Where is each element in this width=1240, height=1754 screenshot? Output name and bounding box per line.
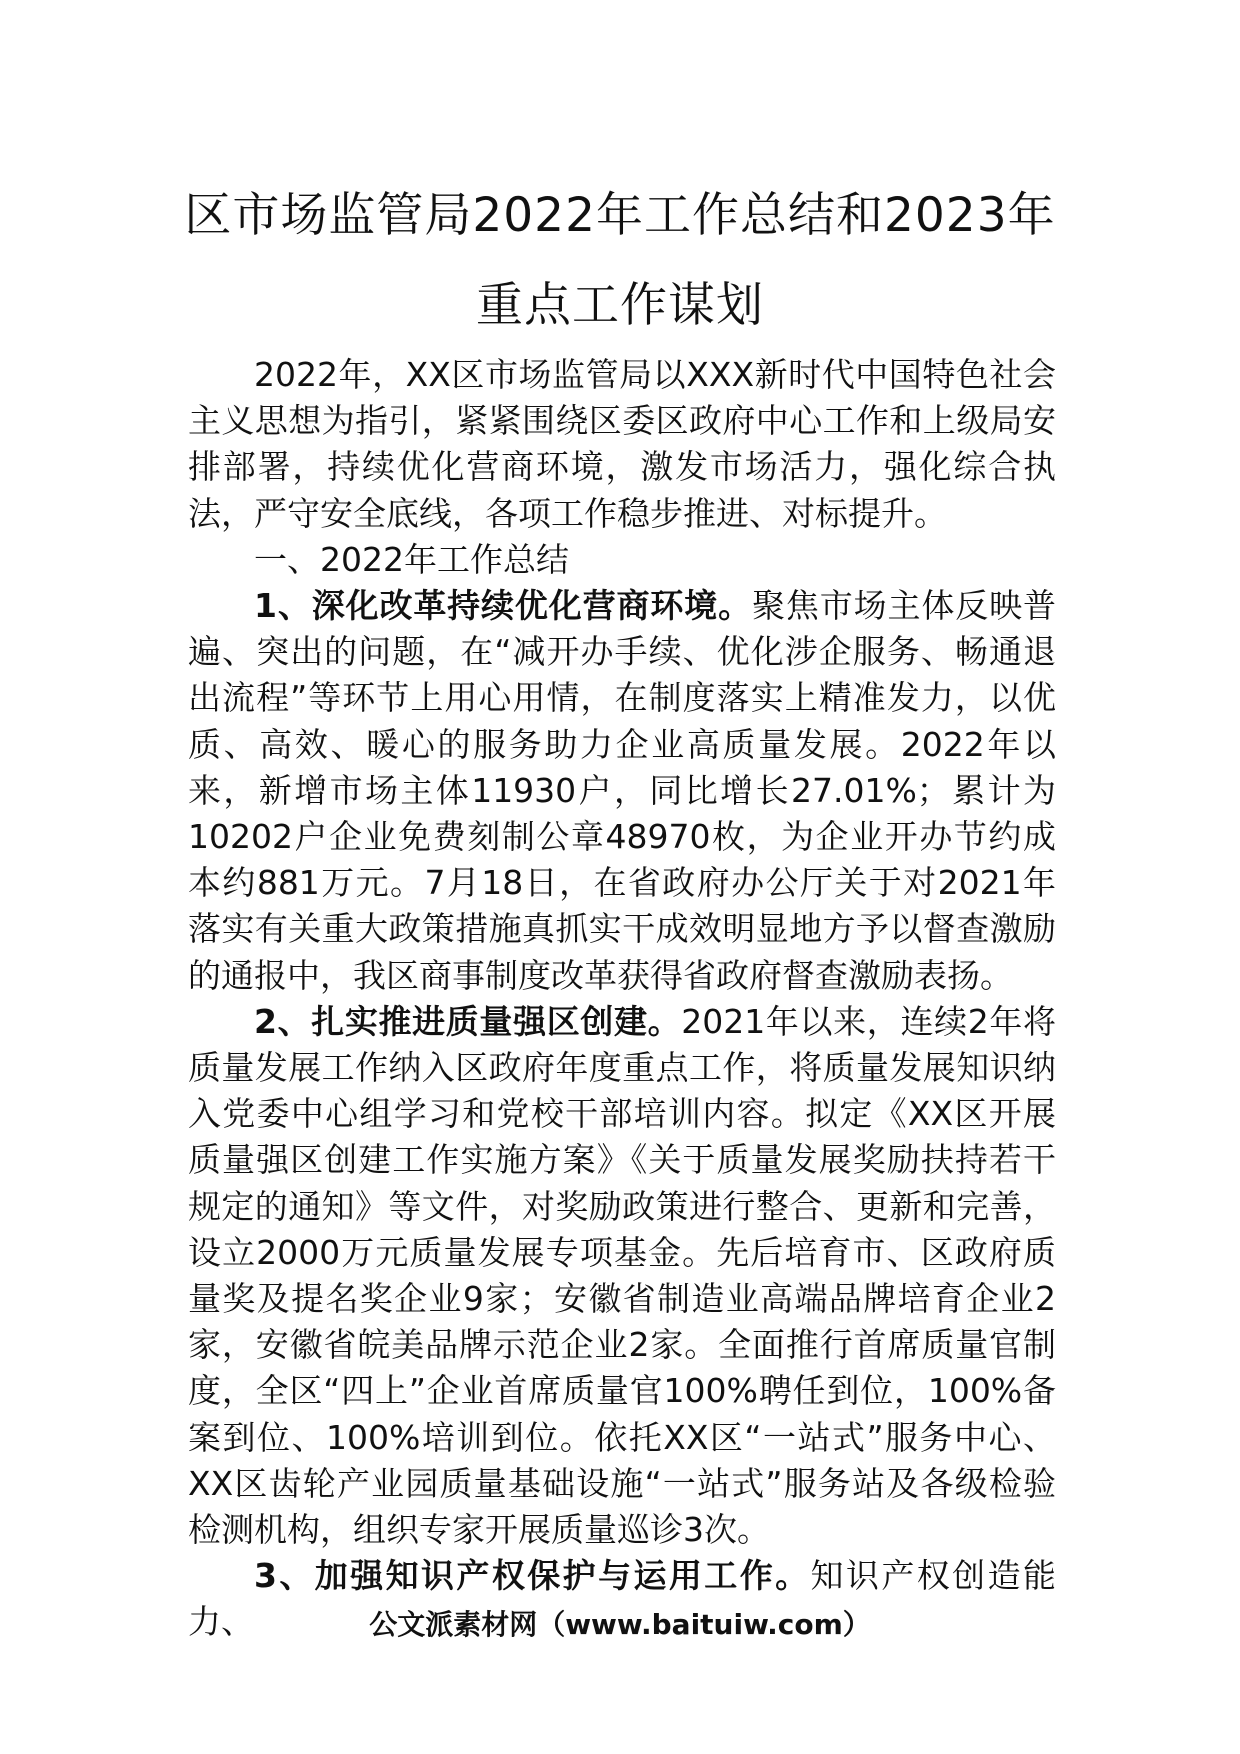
section-heading: 一、2022年工作总结 [254,539,569,579]
document-title-line-2: 重点工作谋划 [476,278,764,333]
document-title-line-1: 区市场监管局2022年工作总结和2023年 [184,188,1056,243]
item-text-2: 2021年以来，连续2年将质量发展工作纳入区政府年度重点工作，将质量发展知识纳入党委中心组学习和党校干部培训内容。拟定《XX区开展质量强区创建工作实施方案》《关于质量发展奖励扶持若干规定的通知》等文件，对奖励政策进行整合、更新和完善，设立2000万元质量发展专项基金。先后培育市、区政府质量奖及提名奖企业9家；安徽省制造业高端品牌培育企业2家，安徽省皖美品牌示范企业2家。全面推行首席质量官制度，全区“四上”企业首席质量官100%聘任到位，100%备案到位、100%培训到位。依托XX区“一站式”服务中心、XX区齿轮产业园质量基础设施“一站式”服务站及各级检验检测机构，组织专家开展质量巡诊3次。 [188,1001,1056,1550]
item-text-1: 聚焦市场主体反映普遍、突出的问题，在“减开办手续、优化涉企服务、畅通退出流程”等环节上用心用情，在制度落实上精准发力，以优质、高效、暖心的服务助力企业高质量发展。2022年以来，新增市场主体11930户，同比增长27.01%；累计为10202户企业免费刻制公章48970枚，为企业开办节约成本约881万元。7月18日，在省政府办公厅关于对2021年落实有关重大政策措施真抓实干成效明显地方予以督查激励的通报中，我区商事制度改革获得省政府督查激励表扬。 [188,586,1056,995]
item-paragraph-1 [188,583,1056,999]
item-heading-3: 3、加强知识产权保护与运用工作。 [254,1556,811,1596]
item-paragraph-2 [188,999,1056,1553]
document-body [188,352,1056,1646]
item-text-3: 知识产权创造能力、 [188,1556,1056,1642]
footer-watermark-text: 公文派素材网（www.baituiw.com） [369,1608,871,1641]
item-heading-1: 1、深化改革持续优化营商环境。 [254,586,753,626]
item-heading-2: 2、扎实推进质量强区创建。 [254,1001,682,1041]
intro-paragraph: 2022年，XX区市场监管局以XXX新时代中国特色社会主义思想为指引，紧紧围绕区委区政府中心工作和上级局安排部署，持续优化营商环境，激发市场活力，强化综合执法，严守安全底线，各项工作稳步推进、对标提升。 [188,355,1056,533]
